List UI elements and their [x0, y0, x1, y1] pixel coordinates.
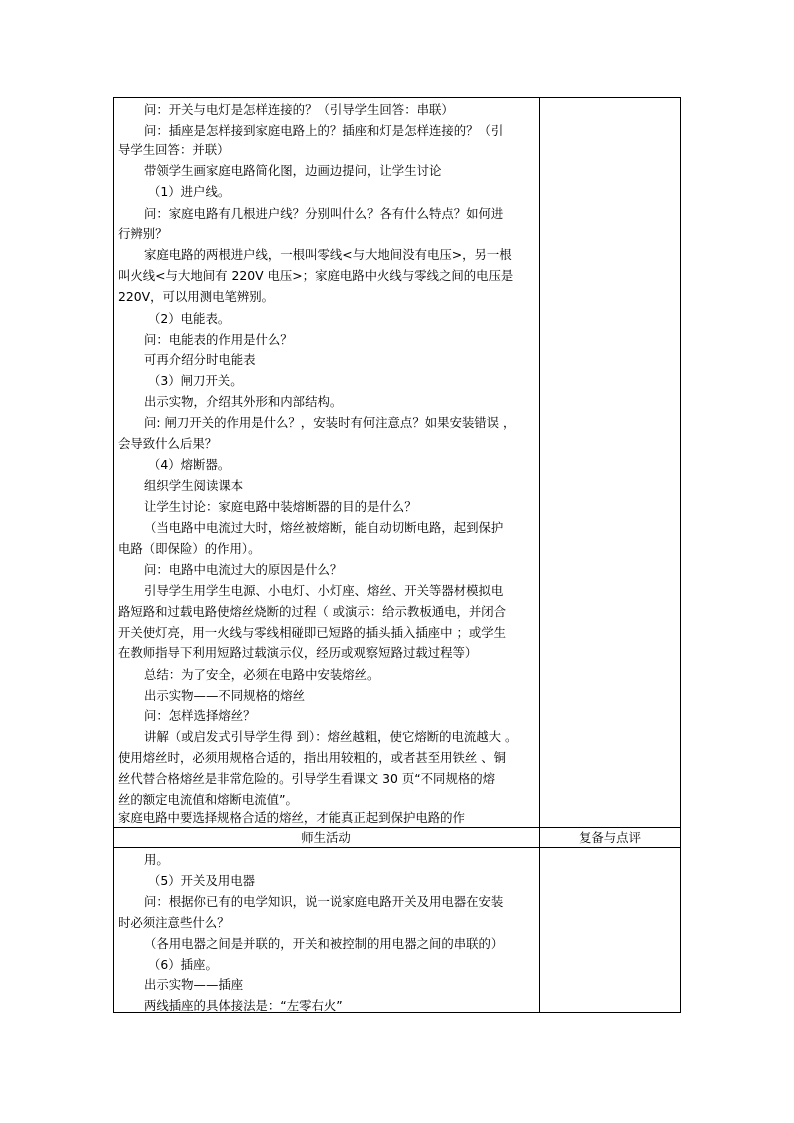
text-line: 行辨别？: [118, 226, 168, 241]
text-line: （1）进户线。: [148, 184, 231, 199]
text-line: 开关使灯亮，用一火线与零线相碰即已短路的插头插入插座中 ；或学生: [118, 625, 507, 640]
text-line: 两线插座的具体接法是：“左零右火”: [144, 998, 343, 1013]
text-line: 在教师指导下利用短路过载演示仪，经历或观察短路过载过程等）: [118, 645, 478, 660]
text-line: 问：开关与电灯是怎样连接的？（引导学生回答：串联）: [144, 102, 454, 117]
text-line: 路短路和过载电路使熔丝烧断的过程（ 或演示：给示教板通电，并闭合: [118, 604, 507, 619]
text-line: 带领学生画家庭电路简化图，边画边提问，让学生讨论: [144, 163, 442, 178]
text-line: （各用电器之间是并联的，开关和被控制的用电器之间的串联的）: [144, 936, 504, 951]
text-line: 问：家庭电路有几根进户线？分别叫什么？各有什么特点？如何进: [144, 206, 504, 221]
column-header-activities: 师生活动: [301, 830, 351, 845]
text-line: 220V，可以用测电笔辨别。: [118, 289, 275, 304]
text-line: 导学生回答：并联）: [118, 142, 230, 157]
text-line: 家庭电路中要选择规格合适的熔丝，才能真正起到保护电路的作: [118, 810, 465, 825]
text-line: 组织学生阅读课本: [144, 478, 244, 493]
text-line: （当电路中电流过大时，熔丝被熔断，能自动切断电路，起到保护: [144, 520, 504, 535]
header-bottom-rule: [113, 847, 681, 848]
text-line: （2）电能表。: [148, 311, 231, 326]
text-line: （3）闸刀开关。: [148, 373, 243, 388]
text-line: 引导学生用学生电源、小电灯、小灯座、熔丝、开关等器材模拟电: [144, 583, 504, 598]
text-line: （6）插座。: [148, 957, 218, 972]
text-line: 问: 闸刀开关的作用是什么？，安装时有何注意点？如果安装错误 ，: [144, 415, 516, 430]
text-line: 电路（即保险）的作用）。: [118, 541, 261, 556]
text-line: 出示实物——插座: [144, 977, 244, 992]
text-line: 问：根据你已有的电学知识，说一说家庭电路开关及用电器在安装: [144, 894, 504, 909]
text-line: 时必须注意些什么？: [118, 915, 230, 930]
text-line: 丝的额定电流值和熔断电流值”。: [118, 792, 298, 807]
text-line: 会导致什么后果？: [118, 436, 218, 451]
text-line: （4）熔断器。: [148, 457, 231, 472]
text-line: 出示实物——不同规格的熔丝: [144, 688, 306, 703]
text-line: （5）开关及用电器: [148, 873, 256, 888]
text-line: 使用熔丝时，必须用规格合适的，指出用较粗的，或者甚至用铁丝 、铜: [118, 750, 507, 765]
column-divider: [539, 97, 540, 1013]
text-line: 让学生讨论：家庭电路中装熔断器的目的是什么？: [144, 499, 417, 514]
text-line: 家庭电路的两根进户线，一根叫零线<与大地间没有电压>，另一根: [144, 247, 512, 262]
text-line: 问：电路中电流过大的原因是什么？: [144, 562, 343, 577]
text-line: 叫火线<与大地间有 220V 电压>；家庭电路中火线与零线之间的电压是: [118, 268, 514, 283]
text-line: 问：插座是怎样接到家庭电路上的？插座和灯是怎样连接的？（引: [144, 123, 504, 138]
text-line: 总结：为了安全，必须在电路中安装熔丝。: [144, 667, 380, 682]
text-line: 讲解（或启发式引导学生得 到）：熔丝越粗，使它熔断的电流越大 。: [144, 729, 518, 744]
text-line: 丝代替合格熔丝是非常危险的。引导学生看课文 30 页“不同规格的熔: [118, 771, 496, 786]
column-header-review: 复备与点评: [579, 830, 641, 845]
text-line: 用。: [144, 852, 169, 867]
text-line: 问：电能表的作用是什么？: [144, 332, 293, 347]
text-line: 出示实物，介绍其外形和内部结构。: [144, 394, 343, 409]
text-line: 可再介绍分时电能表: [144, 352, 256, 367]
text-line: 问：怎样选择熔丝？: [144, 708, 256, 723]
